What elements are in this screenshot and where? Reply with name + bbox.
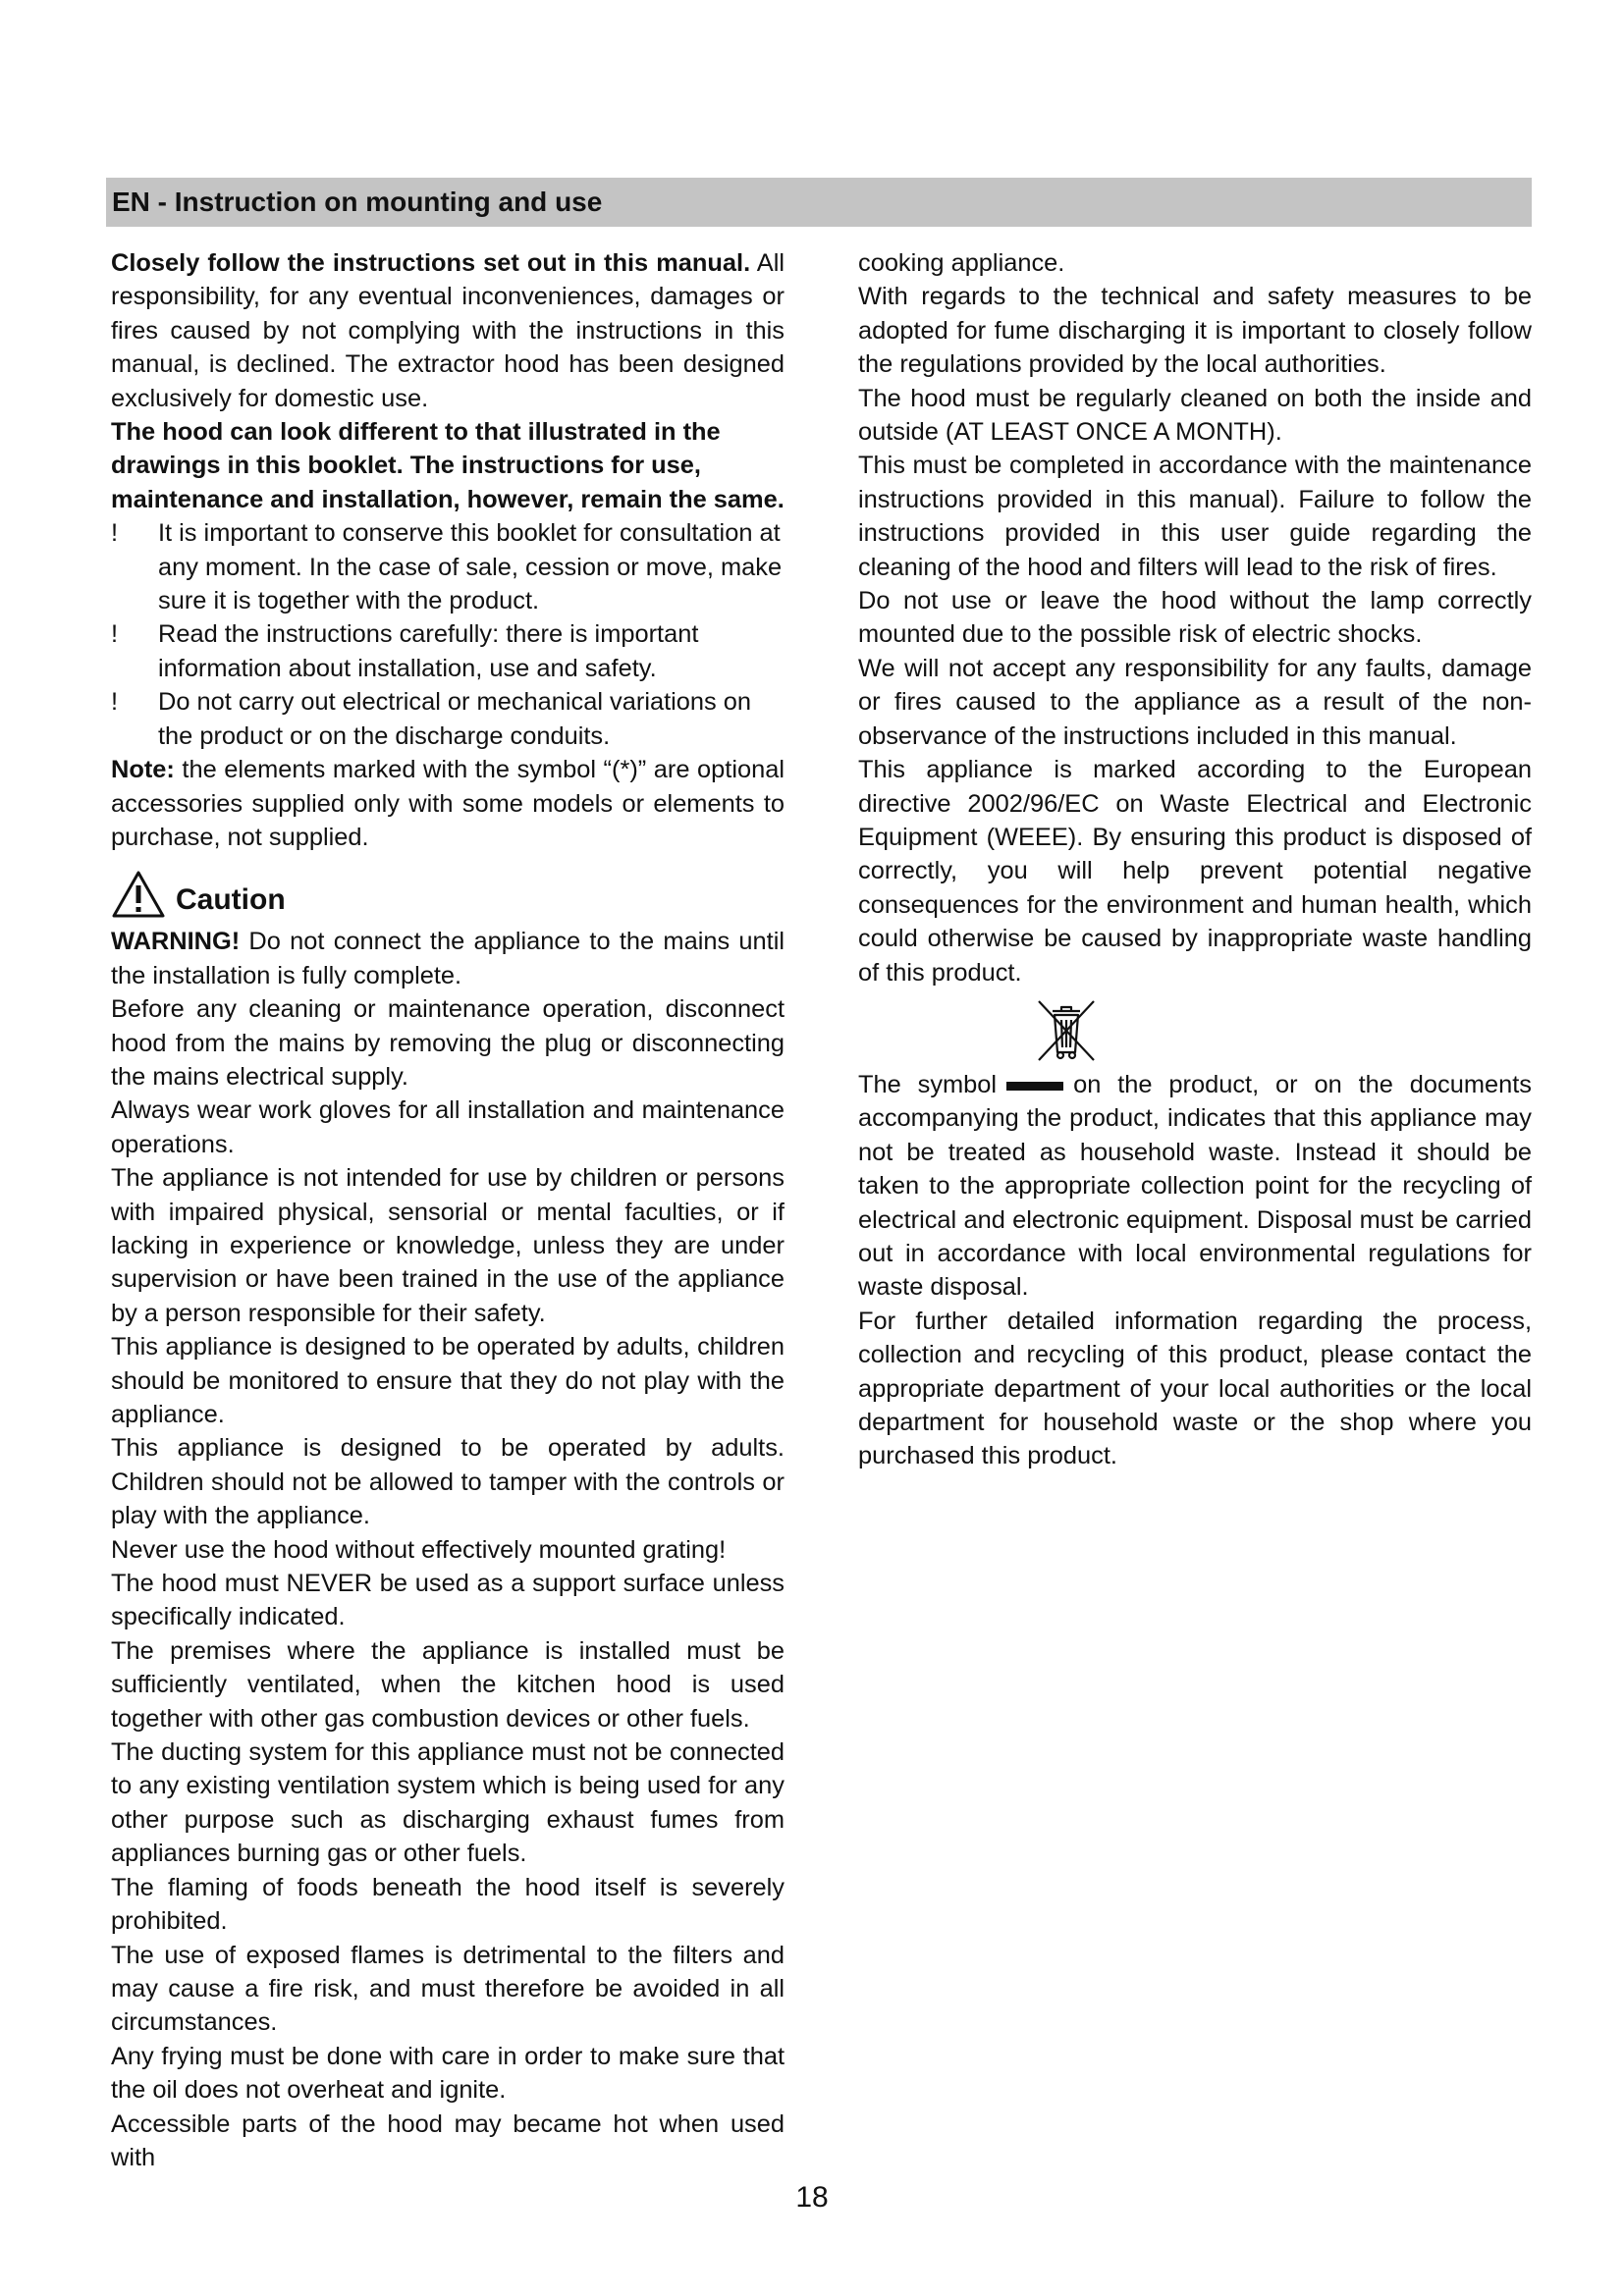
body-paragraph: The ducting system for this appliance must not be connected to any existing ventilation system which is being used for any other purpose such as discharging exhaust fumes from appliances burning gas or other fuels. (111, 1738, 785, 1868)
section-header (106, 178, 1532, 227)
warning-text: Do not connect the appliance to the mains until the installation is fully complete. (111, 928, 785, 989)
exclamation-mark: ! (111, 688, 119, 717)
body-paragraph: We will not accept any responsibility for any faults, damage or fires caused to the appliance as a result of the non-observance of the instructions included in this manual. (858, 654, 1532, 750)
body-paragraph: This must be completed in accordance with the maintenance instructions provided in this manual). Failure to follow the instructions provided in this user guide regarding the cleaning of the hood and filters will lead to the risk of fires. (858, 452, 1532, 581)
bullet-item (111, 516, 785, 617)
warning-triangle-icon (111, 870, 166, 919)
bullet-text: Read the instructions carefully: there is important information about installation, use and safety. (158, 620, 699, 682)
symbol-text-start: The symbol (858, 1070, 998, 1098)
body-paragraph: The hood must be regularly cleaned on both the inside and outside (AT LEAST ONCE A MONTH). (858, 384, 1532, 447)
body-paragraph: The flaming of foods beneath the hood itself is severely prohibited. (111, 1873, 785, 1936)
body-paragraph: Any frying must be done with care in order to make sure that the oil does not overheat and ignite. (111, 2042, 785, 2105)
weee-bar-symbol (1006, 1082, 1063, 1091)
body-paragraph: cooking appliance. (858, 249, 1065, 277)
bullet-item (111, 617, 785, 685)
intro-paragraph (111, 246, 785, 415)
exclamation-mark: ! (111, 519, 119, 548)
intro-bold: Closely follow the instructions set out in this manual. (111, 249, 751, 277)
left-column (111, 246, 785, 2174)
body-paragraph: The hood must NEVER be used as a support surface unless specifically indicated. (111, 1570, 785, 1631)
body-paragraph: The premises where the appliance is installed must be sufficiently ventilated, when the kitchen hood is used together with other gas combustion devices or other fuels. (111, 1636, 785, 1733)
page-number: 18 (795, 2181, 829, 2214)
crossed-out-bin-icon (1031, 995, 1102, 1066)
bullet-text: It is important to conserve this booklet for consultation at any moment. In the case of sale, cession or move, make sure it is together with the product. (158, 519, 783, 615)
body-paragraph: With regards to the technical and safety measures to be adopted for fume discharging it is important to closely follow the regulations provided by the local authorities. (858, 283, 1532, 379)
closing-paragraph: For further detailed information regarding the process, collection and recycling of this product, please contact the appropriate department of your local authorities or the local department for household waste or the shop where you purchased this product. (858, 1307, 1532, 1470)
right-column (858, 246, 1532, 1473)
intro-text: All responsibility, for any eventual inconveniences, damages or fires caused by not complying with the instructions in this manual, is declined. The extractor hood has been designed exclusively for domestic use. (111, 249, 785, 412)
section-title: EN - Instruction on mounting and use (112, 187, 603, 217)
body-paragraph: Do not use or leave the hood without the lamp correctly mounted due to the possible risk of electric shocks. (858, 587, 1532, 649)
note-text: the elements marked with the symbol “(*)” are optional accessories supplied only with some models or elements to purchase, not supplied. (111, 756, 785, 851)
body-paragraph: Never use the hood without effectively mounted grating! (111, 1535, 727, 1564)
warning-label: WARNING! (111, 928, 241, 956)
body-paragraph: Always wear work gloves for all installation and maintenance operations. (111, 1096, 785, 1158)
bullet-text: Do not carry out electrical or mechanical variations on the product or on the discharge conduits. (158, 688, 752, 750)
body-paragraph: This appliance is designed to be operated by adults, children should be monitored to ensure that they do not play with the appliance. (111, 1333, 785, 1428)
body-paragraph: The appliance is not intended for use by children or persons with impaired physical, sensorial or mental faculties, or if lacking in experience or knowledge, unless they are under supervision or have been trained in the use of the appliance by a person responsible for their safety. (111, 1164, 785, 1327)
note-paragraph (111, 753, 785, 854)
exclamation-mark: ! (111, 620, 119, 649)
body-paragraph: Before any cleaning or maintenance operation, disconnect hood from the mains by removing the plug or disconnecting the mains electrical supply. (111, 995, 785, 1091)
body-paragraph: The use of exposed flames is detrimental to the filters and may cause a fire risk, and must therefore be avoided in all circumstances. (111, 1941, 785, 2037)
bullet-item (111, 685, 785, 753)
notice-paragraph: The hood can look different to that illustrated in the drawings in this booklet. The instructions for use, maintenance and installation, however, remain the same. (111, 418, 785, 513)
weee-symbol-row (858, 989, 1532, 1068)
caution-title: Caution (176, 883, 286, 917)
symbol-text-rest: on the product, or on the documents accompanying the product, indicates that this appliance may not be treated as household waste. Instead it should be taken to the appropriate collection point for the recycling of electrical and electronic equipment. Disposal must be carried out in accordance with local environmental regulations for waste disposal. (858, 1070, 1532, 1302)
warning-paragraph (111, 925, 785, 992)
body-paragraph: This appliance is marked according to the European directive 2002/96/EC on Waste Electrical and Electronic Equipment (WEEE). By ensuring this product is disposed of correctly, you will help prevent potential negative consequences for the environment and human health, which could otherwise be caused by inappropriate waste handling of this product. (858, 756, 1532, 987)
body-paragraph: This appliance is designed to be operated by adults. Children should not be allowed to tamper with the controls or play with the appliance. (111, 1434, 785, 1530)
body-paragraph: Accessible parts of the hood may became hot when used with (111, 2109, 785, 2171)
caution-heading (111, 868, 785, 925)
note-label: Note: (111, 756, 175, 784)
symbol-paragraph (858, 1068, 1532, 1305)
